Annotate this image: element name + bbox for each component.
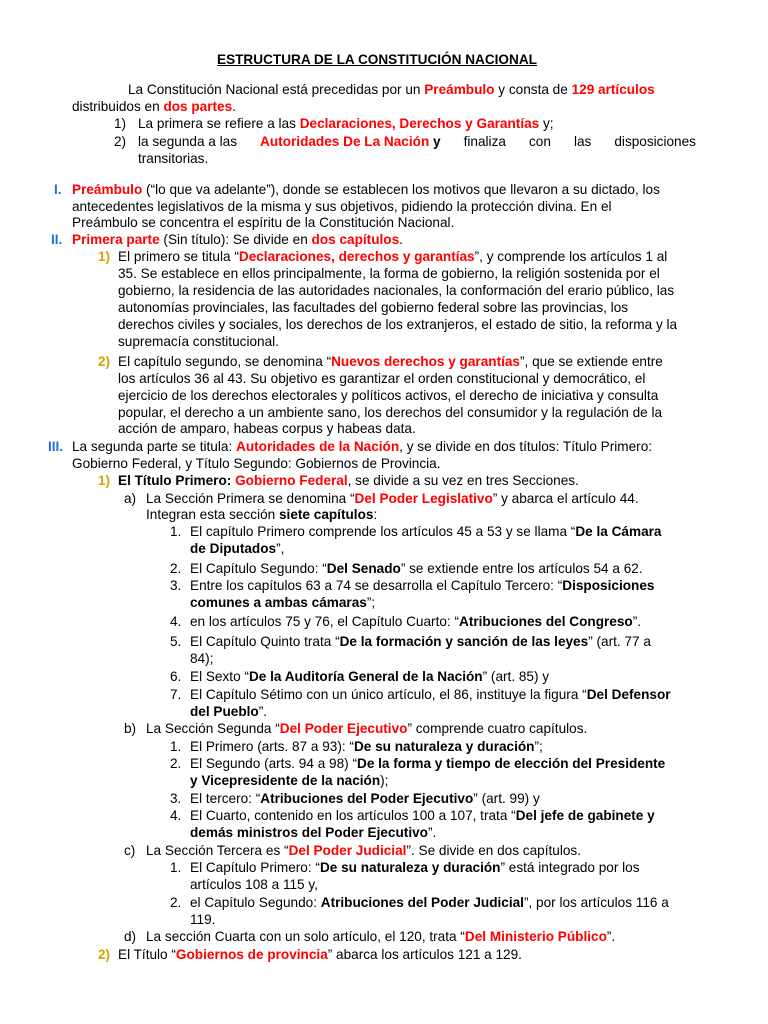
- section-1-line-2: antecedentes legislativos de la misma y sus objetivos, pidiendo la protección divina. En el: [72, 199, 612, 214]
- list-item-cont: 119.: [190, 912, 216, 927]
- list-item-cont: comunes a ambas cámaras”;: [190, 595, 376, 610]
- title-number: 1): [98, 473, 111, 488]
- list-number: 7.: [170, 687, 182, 702]
- list-item: El capítulo Primero comprende los artículos 45 a 53 y se llama “De la Cámara: [190, 524, 662, 539]
- list-item: El Sexto “De la Auditoría General de la Nación” (art. 85) y: [190, 669, 550, 684]
- list-item-cont: demás ministros del Poder Ejecutivo”.: [190, 825, 437, 840]
- section-b-line-1: La Sección Segunda “Del Poder Ejecutivo” comprende cuatro capítulos.: [146, 721, 588, 736]
- title-2-line: El Título “Gobiernos de provincia” abarca los artículos 121 a 129.: [118, 947, 522, 962]
- section-1-line-1: Preámbulo (“lo que va adelante”), donde se establecen los motivos que llevaron a su dictado, los: [72, 182, 660, 197]
- intro-list-item-1-text: La primera se refiere a las Declaraciones, Derechos y Garantías y;: [138, 116, 554, 131]
- list-number: 3.: [170, 578, 182, 593]
- title-1-line: El Título Primero: Gobierno Federal, se divide a su vez en tres Secciones.: [118, 473, 579, 488]
- list-number: 2.: [170, 561, 182, 576]
- chapter-1-line-3: gobierno, la residencia de las autoridades nacionales, la conformación del erario público, las: [118, 283, 675, 298]
- section-letter: b): [124, 721, 137, 736]
- list-item: El tercero: “Atribuciones del Poder Ejecutivo” (art. 99) y: [190, 791, 540, 806]
- list-item: El Capítulo Sétimo con un único artículo, el 86, instituye la figura “Del Defensor: [190, 687, 671, 702]
- list-item: Entre los capítulos 63 a 74 se desarrolla el Capítulo Tercero: “Disposiciones: [190, 578, 655, 593]
- chapter-1-line-1: El primero se titula “Declaraciones, derechos y garantías”, y comprende los artículos 1 al: [118, 249, 668, 264]
- list-item: en los artículos 75 y 76, el Capítulo Cuarto: “Atribuciones del Congreso”.: [190, 614, 642, 629]
- list-item: El Primero (arts. 87 a 93): “De su naturaleza y duración”;: [190, 739, 543, 754]
- chapter-2-line-3: ejercicio de los derechos electorales y políticos activos, el derecho de iniciativa y consulta: [118, 388, 659, 403]
- chapter-number: 1): [98, 249, 111, 264]
- chapter-1-line-5: derechos civiles y sociales, los derechos de los extranjeros, el estado de sitio, la reforma y la: [118, 317, 678, 332]
- list-number: 1.: [170, 524, 182, 539]
- list-item-cont: y Vicepresidente de la nación);: [190, 773, 389, 788]
- intro-line-2: distribuidos en dos partes.: [72, 99, 236, 114]
- section-letter: c): [124, 843, 136, 858]
- list-item: El Capítulo Primero: “De su naturaleza y duración” está integrado por los: [190, 860, 640, 875]
- list-number: 5.: [170, 634, 182, 649]
- chapter-number: 2): [98, 354, 111, 369]
- list-number: 3.: [170, 791, 182, 806]
- chapter-1-line-2: 35. Se establece en ellos principalmente, la forma de gobierno, la religión sostenida por el: [118, 266, 660, 281]
- section-3-line-2: Gobierno Federal, y Título Segundo: Gobiernos de Provincia.: [72, 456, 441, 471]
- list-number: 2.: [170, 756, 182, 771]
- section-1-line-3: Preámbulo se concentra el espíritu de la Constitución Nacional.: [72, 215, 455, 230]
- intro-list-item-2-cont: transitorias.: [138, 151, 209, 166]
- section-a-line-2: Integran esta sección siete capítulos:: [146, 507, 378, 522]
- chapter-2-line-5: acción de amparo, habeas corpus y habeas data.: [118, 421, 416, 436]
- title-number: 2): [98, 947, 111, 962]
- list-item-cont: del Pueblo”.: [190, 704, 268, 719]
- list-item: el Capítulo Segundo: Atribuciones del Poder Judicial”, por los artículos 116 a: [190, 895, 669, 910]
- section-letter: d): [124, 929, 137, 944]
- list-number: 2.: [170, 895, 182, 910]
- section-number: I.: [54, 182, 62, 197]
- chapter-2-line-2: los artículos 36 al 43. Su objetivo es garantizar el orden constitucional y democrático, el: [118, 371, 646, 386]
- list-item-cont: 84);: [190, 651, 214, 666]
- intro-line-1: La Constitución Nacional está precedidas por un Preámbulo y consta de 129 artículos: [128, 82, 655, 97]
- section-d-line-1: La sección Cuarta con un solo artículo, el 120, trata “Del Ministerio Público”.: [146, 929, 616, 944]
- chapter-1-line-4: autonomías provinciales, las facultades del gobierno federal sobre las provincias, los: [118, 300, 629, 315]
- section-2-line-1: Primera parte (Sin título): Se divide en dos capítulos.: [72, 232, 403, 247]
- chapter-2-line-4: popular, el derecho a un ambiente sano, los derechos del consumidor y la regulación de la: [118, 405, 663, 420]
- intro-list-item-2: 2): [114, 134, 127, 149]
- intro-list-item-2-text: la segunda a las Autoridades De La Nación y finaliza con las disposiciones: [138, 134, 696, 149]
- list-item-cont: de Diputados”,: [190, 541, 285, 556]
- section-a-line-1: La Sección Primera se denomina “Del Poder Legislativo” y abarca el artículo 44.: [146, 491, 639, 506]
- list-item: El Segundo (arts. 94 a 98) “De la forma y tiempo de elección del Presidente: [190, 756, 666, 771]
- list-number: 4.: [170, 614, 182, 629]
- list-item: El Capítulo Quinto trata “De la formación y sanción de las leyes” (art. 77 a: [190, 634, 651, 649]
- chapter-1-line-6: supremacía constitucional.: [118, 334, 279, 349]
- list-number: 6.: [170, 669, 182, 684]
- chapter-2-line-1: El capítulo segundo, se denomina “Nuevos derechos y garantías”, que se extiende entre: [118, 354, 663, 369]
- list-number: 1.: [170, 860, 182, 875]
- list-number: 1.: [170, 739, 182, 754]
- section-number: III.: [48, 439, 64, 454]
- list-item-cont: artículos 108 a 115 y,: [190, 877, 318, 892]
- list-item: El Capítulo Segundo: “Del Senado” se extiende entre los artículos 54 a 62.: [190, 561, 643, 576]
- list-item: El Cuarto, contenido en los artículos 100 a 107, trata “Del jefe de gabinete y: [190, 808, 655, 823]
- section-c-line-1: La Sección Tercera es “Del Poder Judicial”. Se divide en dos capítulos.: [146, 843, 581, 858]
- intro-list-item-1: 1): [114, 116, 127, 131]
- section-number: II.: [51, 232, 63, 247]
- document-title: ESTRUCTURA DE LA CONSTITUCIÓN NACIONAL: [217, 52, 537, 67]
- section-3-line-1: La segunda parte se titula: Autoridades de la Nación, y se divide en dos títulos: Título Primero:: [72, 439, 653, 454]
- list-number: 4.: [170, 808, 182, 823]
- section-letter: a): [124, 491, 137, 506]
